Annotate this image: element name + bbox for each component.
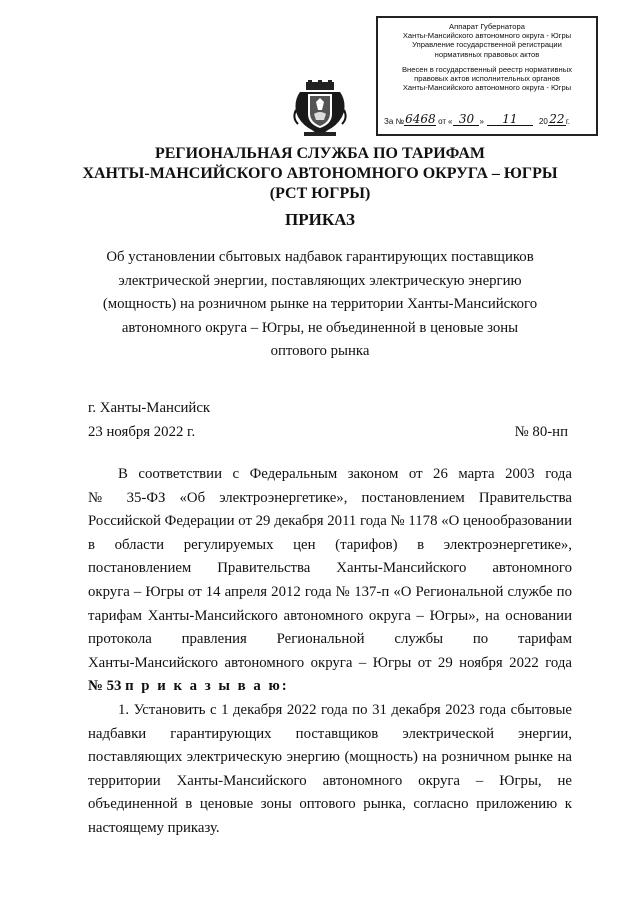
- document-place: г. Ханты-Мансийск: [88, 400, 211, 416]
- item-line: объединенной в ценовые зоны оптового рынка, согласно приложению к: [88, 796, 572, 813]
- document-number: № 80-нп: [514, 424, 568, 440]
- preamble-line: постановлением Правительства Ханты-Мансийского автономного: [88, 560, 572, 577]
- preamble-line: № 35-ФЗ «Об электроэнергетике», постановлением Правительства: [88, 489, 572, 506]
- item-line: настоящему приказу.: [88, 819, 220, 836]
- stamp-org-line: Управление государственной регистрации: [412, 40, 562, 50]
- stamp-registry-line: правовых актов исполнительных органов: [414, 74, 560, 84]
- subject-line: автономного округа – Югры, не объединенной в ценовые зоны: [121, 319, 519, 336]
- document-date: 23 ноября 2022 г.: [88, 424, 196, 440]
- item-line: надбавки гарантирующих поставщиков электрической энергии,: [88, 725, 572, 742]
- stamp-reg-from: от: [438, 116, 447, 126]
- stamp-reg-number: 6468: [405, 112, 436, 126]
- stamp-reg-suffix: г.: [565, 116, 571, 126]
- preamble-line: округа – Югры от 14 апреля 2012 года № 137-п «О Региональной службе по: [88, 583, 572, 600]
- stamp-org-line: нормативных правовых актов: [434, 49, 540, 59]
- item-line: поставляющих электрическую энергию (мощность) на розничном рынке на: [88, 749, 572, 766]
- title-line: (РСТ ЮГРЫ): [269, 185, 371, 202]
- item-line: территории Ханты-Мансийского автономного округа – Югры, не: [88, 772, 572, 789]
- stamp-org-line: Аппарат Губернатора: [449, 22, 525, 31]
- order-verb: п р и к а з ы в а ю:: [125, 678, 289, 695]
- preamble-line: Российской Федерации от 29 декабря 2011 года № 1178 «О ценообразовании: [88, 513, 572, 530]
- document-subject: [90, 246, 550, 364]
- subject-line: электрической энергии, поставляющих электрическую энергию: [118, 272, 522, 289]
- subject-line: Об установлении сбытовых надбавок гарантирующих поставщиков: [106, 249, 534, 265]
- title-line: РЕГИОНАЛЬНАЯ СЛУЖБА ПО ТАРИФАМ: [154, 145, 486, 162]
- stamp-reg-year: 22: [549, 112, 565, 126]
- stamp-reg-month: 11: [487, 113, 533, 126]
- stamp-registry-block: [382, 65, 592, 93]
- stamp-reg-year-prefix: 20: [538, 116, 548, 126]
- stamp-org-block: [382, 22, 592, 59]
- title-line: ХАНТЫ-МАНСИЙСКОГО АВТОНОМНОГО ОКРУГА – ЮГРЫ: [82, 165, 558, 182]
- subject-line: (мощность) на розничном рынке на территории Ханты-Мансийского: [102, 296, 538, 312]
- stamp-registry-line: Внесен в государственный реестр нормативных: [401, 64, 573, 74]
- preamble-line: тарифам Ханты-Мансийского автономного округа – Югры», на основании: [88, 607, 572, 624]
- preamble-line: в области регулируемых цен (тарифов) в электроэнергетике»,: [88, 536, 572, 553]
- document-body: [88, 463, 572, 841]
- preamble-line: протокола правления Региональной службы по тарифам: [88, 631, 572, 648]
- preamble-line: В соответствии с Федеральным законом от 26 марта 2003 года: [118, 466, 572, 482]
- protocol-number: № 53: [88, 678, 122, 695]
- stamp-org-line: Ханты-Мансийского автономного округа - Югры: [402, 31, 572, 41]
- organization-title: [60, 144, 580, 204]
- document-type-heading: ПРИКАЗ: [285, 210, 355, 229]
- preamble-final-line: [88, 675, 572, 699]
- stamp-registry-line: Ханты-Мансийского автономного округа - Югры: [402, 83, 572, 93]
- subject-line: оптового рынка: [270, 343, 370, 359]
- registration-stamp: [376, 16, 598, 136]
- coat-of-arms-icon: [290, 80, 350, 138]
- preamble-line: Ханты-Мансийского автономного округа – Югры от 29 ноября 2022 года: [88, 654, 572, 671]
- stamp-registration-line: За № 6468 от « 30 » 11 20 22 г.: [384, 112, 571, 126]
- stamp-reg-day: 30: [453, 113, 479, 126]
- item-line: 1. Установить с 1 декабря 2022 года по 31 декабря 2023 года сбытовые: [118, 701, 572, 718]
- stamp-reg-prefix: За №: [384, 116, 405, 126]
